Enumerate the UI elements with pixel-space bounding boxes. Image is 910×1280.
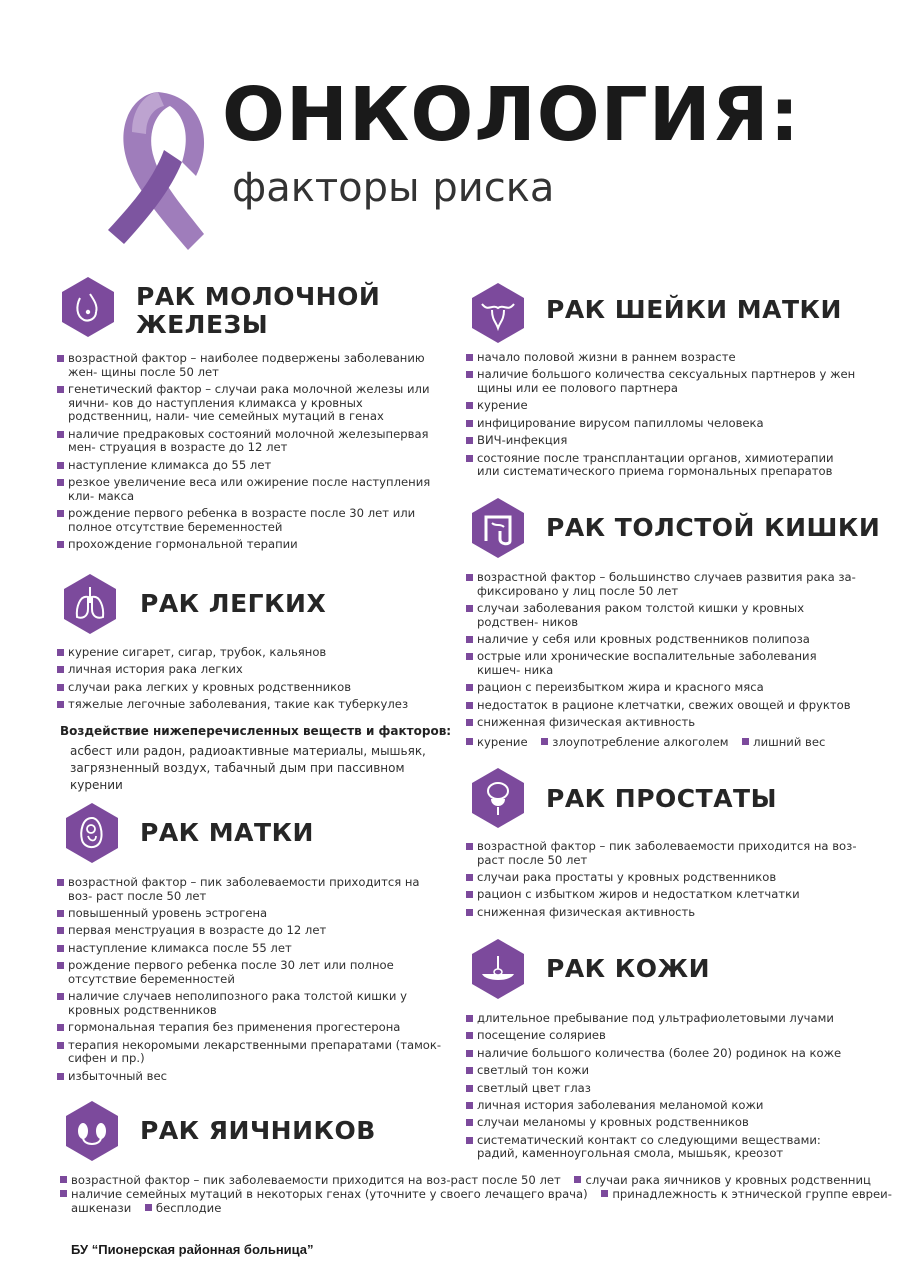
list-item: рождение первого ребенка в возрасте после 30 лет или полное отсутствие беременностей [57, 507, 445, 534]
list-item: сниженная физическая активность [466, 906, 858, 920]
cervix-icon [470, 282, 526, 344]
list-item: светлый цвет глаз [466, 1082, 858, 1096]
list-item: наличие случаев неполипозного рака толстой кишки у кровных родственников [57, 990, 445, 1017]
list-item: возрастной фактор – пик заболеваемости приходится на воз- раст после 50 лет [466, 840, 858, 867]
section-title-uterus: РАК МАТКИ [140, 818, 314, 847]
list-item: случаи заболевания раком толстой кишки у кровных родствен- ников [466, 602, 858, 629]
list-item: случаи рака простаты у кровных родственников [466, 871, 858, 885]
list-item: терапия некоромыми лекарственными препаратами (тамок- сифен и пр.) [57, 1039, 445, 1066]
list-item: рождение первого ребенка после 30 лет или полное отсутствие беременностей [57, 959, 445, 986]
colon-icon [470, 497, 526, 559]
colon-risk-inline-row [466, 735, 835, 749]
list-item: прохождение гормональной терапии [57, 538, 445, 552]
section-title-lungs: РАК ЛЕГКИХ [140, 589, 327, 618]
skin-hair-icon [470, 938, 526, 1000]
list-item: наличие большого количества сексуальных партнеров у жен щины или ее полового партнера [466, 368, 858, 395]
list-item: ВИЧ-инфекция [466, 434, 858, 448]
list-item: возрастной фактор – пик заболеваемости приходится на воз-раст после 50 лет [60, 1173, 561, 1187]
ovary-risk-row-3 [71, 1201, 231, 1215]
list-item: генетический фактор – случаи рака молочной железы или яични- ков до наступления климакса у кровных родственниц, нали- чие семейных мутаций в генах [57, 383, 445, 424]
list-item: бесплодие [145, 1201, 221, 1215]
list-item: курение [466, 735, 528, 749]
list-item: возрастной фактор – пик заболеваемости приходится на воз- раст после 50 лет [57, 876, 445, 903]
list-item: наличие предраковых состояний молочной железыпервая мен- струация в возрасте до 12 лет [57, 428, 445, 455]
list-item: первая менструация в возрасте до 12 лет [57, 924, 445, 938]
list-item: рацион с переизбытком жира и красного мяса [466, 681, 858, 695]
list-item: принадлежность к этнической группе евреи- [601, 1187, 892, 1201]
prostate-risk-list [466, 840, 858, 923]
page-title: ОНКОЛОГИЯ: [222, 72, 801, 158]
list-item: наличие у себя или кровных родственников полипоза [466, 633, 858, 647]
list-item: резкое увеличение веса или ожирение после наступления кли- макса [57, 476, 445, 503]
list-item: возрастной фактор – большинство случаев развития рака за- фиксировано у лиц после 50 лет [466, 571, 858, 598]
list-item: курение [466, 399, 858, 413]
list-item: лишний вес [742, 735, 825, 749]
list-item: избыточный вес [57, 1070, 445, 1084]
uterus-fetus-icon [64, 802, 120, 864]
list-item: повышенный уровень эстрогена [57, 907, 445, 921]
section-title-colon: РАК ТОЛСТОЙ КИШКИ [546, 513, 881, 542]
ovary-risk-row-2 [60, 1187, 892, 1201]
list-item: светлый тон кожи [466, 1064, 858, 1078]
lungs-icon [62, 573, 118, 635]
section-title-prostate: РАК ПРОСТАТЫ [546, 784, 778, 813]
list-item: недостаток в рационе клетчатки, свежих овощей и фруктов [466, 699, 858, 713]
list-item: инфицирование вирусом папилломы человека [466, 417, 858, 431]
list-item: длительное пребывание под ультрафиолетовыми лучами [466, 1012, 858, 1026]
colon-risk-list [466, 571, 858, 734]
cervix-risk-list [466, 351, 858, 483]
list-item: наступление климакса после 55 лет [57, 942, 445, 956]
breast-icon [60, 276, 116, 338]
list-item: состояние после трансплантации органов, химиотерапии или систематического приема гормональных препаратов [466, 452, 858, 479]
list-item: острые или хронические воспалительные заболевания кишеч- ника [466, 650, 858, 677]
section-title-ovary: РАК ЯИЧНИКОВ [140, 1116, 376, 1145]
awareness-ribbon-icon [96, 84, 236, 254]
list-item: злоупотребление алкоголем [541, 735, 728, 749]
list-item: наличие большого количества (более 20) родинок на коже [466, 1047, 858, 1061]
list-item: наличие семейных мутаций в некоторых генах (уточните у своего лечащего врача) [60, 1187, 588, 1201]
list-item: наступление климакса до 55 лет [57, 459, 445, 473]
list-item: случаи рака яичников у кровных родственниц [574, 1173, 870, 1187]
lungs-substances-text: асбест или радон, радиоактивные материалы, мышьяк, загрязненный воздух, табачный дым при пассивном курении [70, 744, 426, 792]
breast-risk-list [57, 352, 445, 555]
list-item: личная история заболевания меланомой кожи [466, 1099, 858, 1113]
list-item: систематический контакт со следующими веществами: радий, каменноугольная смола, мышьяк, креозот [466, 1134, 858, 1161]
lungs-substances-heading: Воздействие нижеперечисленных веществ и факторов: [60, 724, 452, 738]
list-item: сниженная физическая активность [466, 716, 858, 730]
footer-organization: БУ “Пионерская районная больница” [71, 1242, 314, 1257]
list-item-continuation: ашкенази [71, 1201, 132, 1215]
prostate-icon [470, 767, 526, 829]
section-title-cervix: РАК ШЕЙКИ МАТКИ [546, 295, 842, 324]
list-item: личная история рака легких [57, 663, 445, 677]
uterus-risk-list [57, 876, 445, 1087]
ovaries-icon [64, 1100, 120, 1162]
list-item: рацион с избытком жиров и недостатком клетчатки [466, 888, 858, 902]
list-item: случаи меланомы у кровных родственников [466, 1116, 858, 1130]
section-title-skin: РАК КОЖИ [546, 954, 711, 983]
list-item: начало половой жизни в раннем возрасте [466, 351, 858, 365]
list-item: гормональная терапия без применения прогестерона [57, 1021, 445, 1035]
list-item: посещение соляриев [466, 1029, 858, 1043]
page-subtitle: факторы риска [232, 165, 555, 211]
list-item: курение сигарет, сигар, трубок, кальянов [57, 646, 445, 660]
list-item: возрастной фактор – наиболее подвержены заболеванию жен- щины после 50 лет [57, 352, 445, 379]
skin-risk-list [466, 1012, 858, 1165]
list-item: случаи рака легких у кровных родственников [57, 681, 445, 695]
list-item: тяжелые легочные заболевания, такие как туберкулез [57, 698, 445, 712]
section-title-breast: РАК МОЛОЧНОЙ ЖЕЛЕЗЫ [136, 282, 381, 339]
lungs-risk-list [57, 646, 445, 716]
ovary-risk-row-1 [60, 1173, 880, 1187]
